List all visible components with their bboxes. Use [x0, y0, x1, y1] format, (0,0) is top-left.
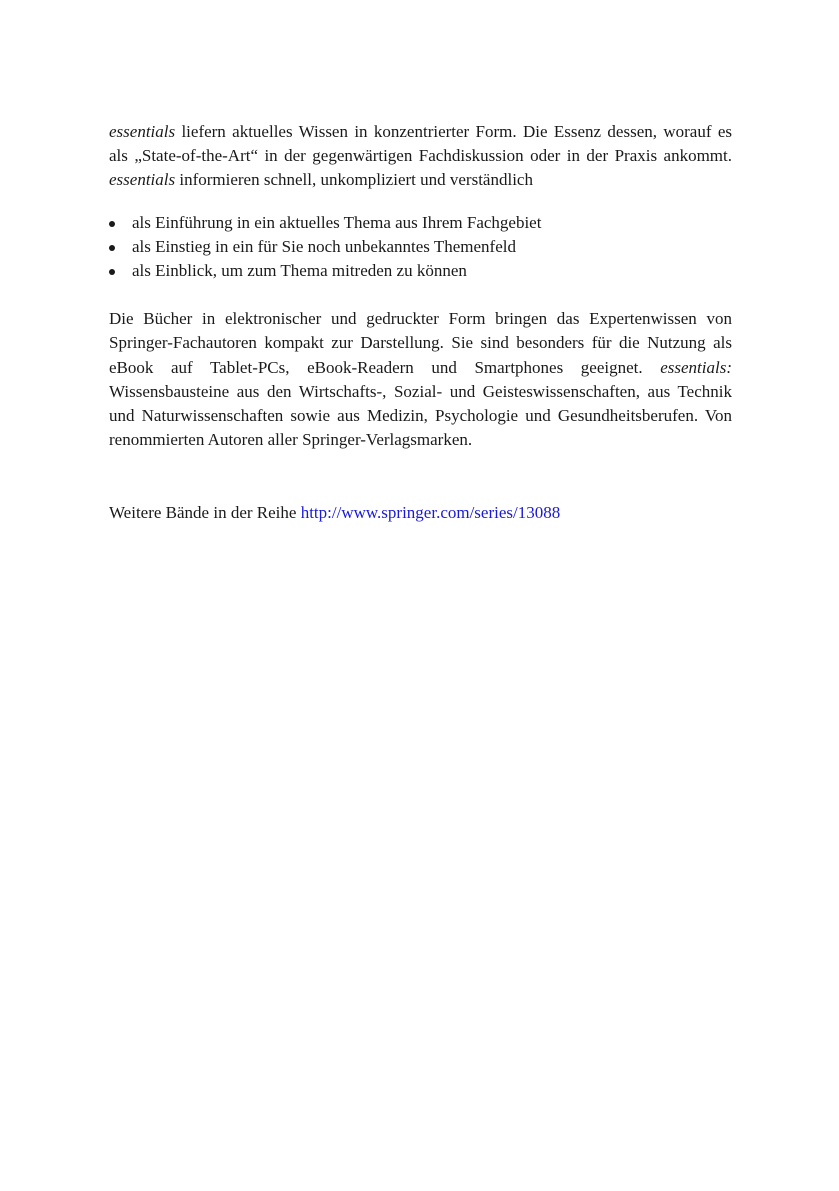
books-text-2: Wissensbausteine aus den Wirtschafts-, Sozial- und Geisteswissenschaften, aus Technik und Naturwissenschaften sowie aus Medizin, Psychologie und Gesundheitsberufen. Von renommierten Autoren aller Springer-Verlagsmarken.: [109, 381, 732, 450]
list-item-text: als Einblick, um zum Thema mitreden zu können: [132, 261, 467, 281]
list-item-text: als Einführung in ein aktuelles Thema aus Ihrem Fachgebiet: [132, 212, 542, 232]
benefits-list: [109, 211, 732, 284]
list-item: [109, 235, 732, 259]
intro-brand: essentials: [109, 122, 176, 141]
books-paragraph: [109, 307, 732, 452]
bullet-icon: [109, 245, 115, 251]
books-text-1: Die Bücher in elektronischer und gedruckter Form bringen das Expertenwissen von Springer-Fachautoren kompakt zur Darstellung. Sie sind besonders für die Nutzung als eBook auf Tablet-PCs, eBook-Readern und Smartphones geeignet.: [109, 309, 732, 377]
bullet-icon: [109, 269, 115, 275]
document-page: [109, 120, 732, 526]
list-item-text: als Einstieg in ein für Sie noch unbekanntes Themenfeld: [132, 236, 516, 256]
list-item: [109, 211, 732, 235]
list-item: [109, 259, 732, 283]
books-brand: essentials:: [660, 357, 732, 377]
series-label: Weitere Bände in der Reihe: [109, 503, 301, 523]
intro-paragraph: [109, 120, 732, 193]
intro-text-1: liefern aktuelles Wissen in konzentrierter Form. Die Essenz dessen, worauf es als „State-of-the-Art“ in der gegenwärtigen Fachdiskussion oder in der Praxis ankommt.: [109, 122, 732, 166]
intro-text-2: informieren schnell, unkompliziert und verständlich: [175, 170, 533, 190]
intro-brand-2: essentials: [109, 170, 176, 190]
series-link[interactable]: http://www.springer.com/series/13088: [300, 503, 561, 523]
bullet-icon: [109, 221, 115, 227]
series-paragraph: [109, 501, 732, 525]
